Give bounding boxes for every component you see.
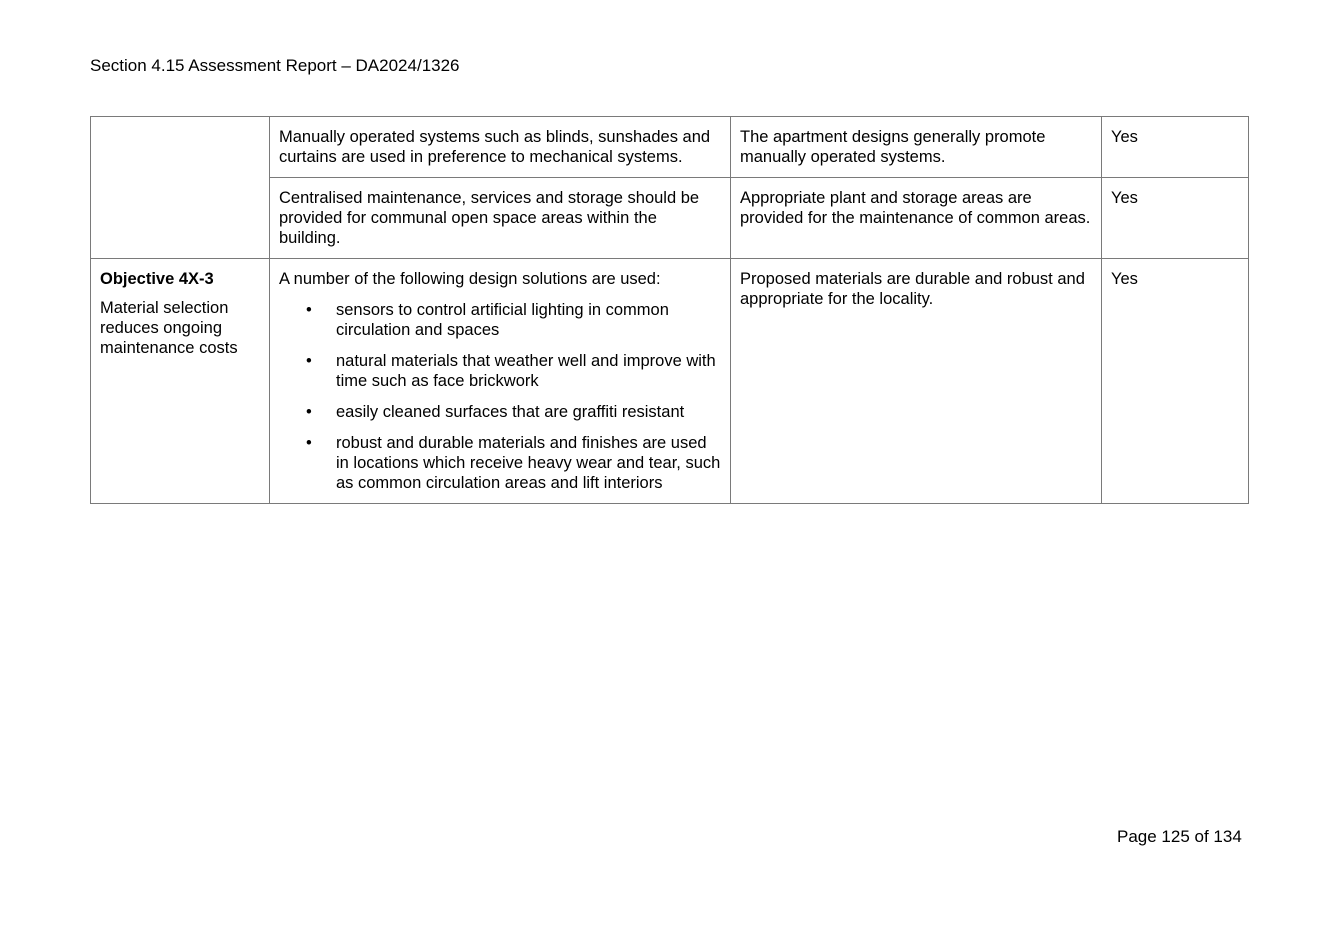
objective-cell — [91, 259, 270, 504]
bullet-icon: • — [306, 403, 312, 421]
list-item-text: easily cleaned surfaces that are graffiti resistant — [336, 403, 685, 421]
bullet-icon: • — [306, 352, 312, 370]
objective-cell-empty — [91, 117, 270, 259]
list-item-text: robust and durable materials and finishes are used in locations which receive heavy wear and tear, such as common circulation areas and lift interiors — [336, 434, 721, 492]
objective-text: Material selection reduces ongoing maintenance costs — [100, 299, 238, 357]
design-solutions-list — [279, 300, 722, 493]
response-cell: Appropriate plant and storage areas are provided for the maintenance of common areas. — [731, 178, 1102, 259]
compliance-cell: Yes — [1102, 178, 1249, 259]
criteria-cell: Centralised maintenance, services and storage should be provided for communal open space areas within the building. — [270, 178, 731, 259]
page-number: Page 125 of 134 — [1117, 827, 1242, 846]
list-item — [279, 402, 722, 422]
list-item — [279, 351, 722, 391]
criteria-cell — [270, 259, 731, 504]
response-cell: Proposed materials are durable and robust and appropriate for the locality. — [731, 259, 1102, 504]
bullet-icon: • — [306, 434, 312, 452]
criteria-intro: A number of the following design solutions are used: — [279, 270, 661, 288]
bullet-icon: • — [306, 301, 312, 319]
criteria-cell: Manually operated systems such as blinds, sunshades and curtains are used in preference to mechanical systems. — [270, 117, 731, 178]
compliance-cell: Yes — [1102, 117, 1249, 178]
page-header: Section 4.15 Assessment Report – DA2024/1326 — [90, 56, 460, 75]
list-item-text: natural materials that weather well and improve with time such as face brickwork — [336, 352, 716, 390]
compliance-cell: Yes — [1102, 259, 1249, 504]
list-item — [279, 433, 722, 493]
table-row — [91, 259, 1249, 504]
objective-title: Objective 4X-3 — [100, 270, 214, 288]
table-row — [91, 117, 1249, 178]
list-item-text: sensors to control artificial lighting in common circulation and spaces — [336, 301, 669, 339]
assessment-table — [90, 116, 1249, 504]
list-item — [279, 300, 722, 340]
response-cell: The apartment designs generally promote manually operated systems. — [731, 117, 1102, 178]
